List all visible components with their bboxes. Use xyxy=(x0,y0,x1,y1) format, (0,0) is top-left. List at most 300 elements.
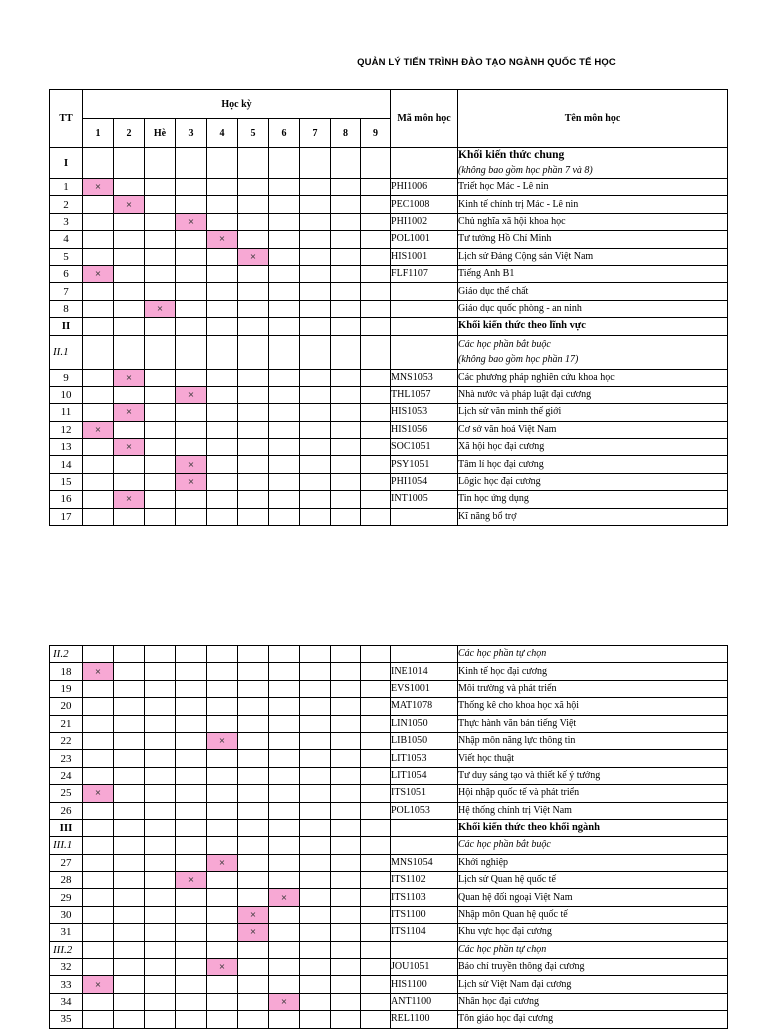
semester-mark: × xyxy=(269,889,300,906)
semester-mark: × xyxy=(207,959,238,976)
semester-cell xyxy=(207,404,238,421)
semester-cell xyxy=(238,872,269,889)
semester-cell xyxy=(145,976,176,993)
semester-cell xyxy=(207,456,238,473)
course-row xyxy=(50,976,728,993)
semester-cell xyxy=(238,213,269,230)
row-number: 21 xyxy=(50,715,83,732)
semester-cell xyxy=(207,369,238,386)
semester-cell xyxy=(300,819,331,836)
semester-cell xyxy=(176,369,207,386)
semester-cell xyxy=(269,456,300,473)
course-name: Cơ sở văn hoá Việt Nam xyxy=(458,421,728,438)
course-name xyxy=(458,335,728,369)
semester-mark: × xyxy=(176,872,207,889)
semester-cell xyxy=(300,976,331,993)
semester-cell xyxy=(361,300,391,317)
row-number: 22 xyxy=(50,732,83,749)
semester-cell xyxy=(238,1011,269,1028)
semester-cell xyxy=(114,993,145,1010)
semester-cell xyxy=(176,941,207,958)
semester-cell xyxy=(114,456,145,473)
semester-cell xyxy=(114,854,145,871)
course-name: Viết học thuật xyxy=(458,750,728,767)
course-name: Khối kiến thức theo khối ngành xyxy=(458,819,728,836)
header-tt: TT xyxy=(50,90,83,148)
semester-cell xyxy=(331,750,361,767)
section-row xyxy=(50,837,728,854)
semester-cell xyxy=(145,148,176,179)
semester-cell xyxy=(207,785,238,802)
semester-cell xyxy=(331,715,361,732)
semester-cell xyxy=(238,854,269,871)
semester-cell xyxy=(238,421,269,438)
row-number: 6 xyxy=(50,265,83,282)
semester-cell xyxy=(145,231,176,248)
semester-cell xyxy=(114,265,145,282)
course-code: LIT1054 xyxy=(391,767,458,784)
semester-cell xyxy=(269,386,300,403)
semester-cell xyxy=(300,732,331,749)
semester-cell xyxy=(331,732,361,749)
row-number: I xyxy=(50,148,83,179)
semester-cell xyxy=(238,231,269,248)
course-name: Môi trường và phát triển xyxy=(458,680,728,697)
semester-mark: × xyxy=(176,473,207,490)
semester-cell xyxy=(238,819,269,836)
semester-cell xyxy=(269,698,300,715)
semester-cell xyxy=(300,941,331,958)
semester-cell xyxy=(114,750,145,767)
course-row xyxy=(50,439,728,456)
course-row xyxy=(50,300,728,317)
course-row xyxy=(50,265,728,282)
section-row xyxy=(50,148,728,179)
semester-mark: × xyxy=(176,456,207,473)
semester-cell xyxy=(361,732,391,749)
semester-cell xyxy=(361,698,391,715)
row-number: 25 xyxy=(50,785,83,802)
semester-cell xyxy=(300,854,331,871)
semester-cell xyxy=(176,508,207,525)
header-semester: 4 xyxy=(207,119,238,148)
semester-cell xyxy=(207,213,238,230)
semester-cell xyxy=(83,283,114,300)
row-number: 10 xyxy=(50,386,83,403)
semester-cell xyxy=(176,335,207,369)
semester-cell xyxy=(238,715,269,732)
semester-cell xyxy=(331,248,361,265)
semester-cell xyxy=(269,837,300,854)
semester-cell xyxy=(207,318,238,335)
semester-cell xyxy=(238,889,269,906)
row-number: 28 xyxy=(50,872,83,889)
semester-mark: × xyxy=(83,785,114,802)
semester-cell xyxy=(114,924,145,941)
semester-cell xyxy=(207,924,238,941)
course-name: Khởi nghiệp xyxy=(458,854,728,871)
semester-cell xyxy=(238,837,269,854)
semester-cell xyxy=(238,196,269,213)
semester-cell xyxy=(114,819,145,836)
semester-cell xyxy=(176,196,207,213)
semester-cell xyxy=(269,680,300,697)
semester-cell xyxy=(145,213,176,230)
semester-cell xyxy=(145,906,176,923)
semester-cell xyxy=(114,889,145,906)
semester-cell xyxy=(269,663,300,680)
course-row xyxy=(50,213,728,230)
semester-cell xyxy=(176,421,207,438)
semester-cell xyxy=(114,421,145,438)
semester-cell xyxy=(145,993,176,1010)
semester-cell xyxy=(176,732,207,749)
semester-mark: × xyxy=(83,179,114,196)
semester-cell xyxy=(207,646,238,663)
course-code: MNS1053 xyxy=(391,369,458,386)
course-row xyxy=(50,386,728,403)
semester-cell xyxy=(269,491,300,508)
semester-cell xyxy=(238,732,269,749)
row-number: 27 xyxy=(50,854,83,871)
semester-cell xyxy=(300,473,331,490)
semester-cell xyxy=(361,179,391,196)
row-number: 4 xyxy=(50,231,83,248)
course-row xyxy=(50,369,728,386)
semester-cell xyxy=(145,265,176,282)
semester-cell xyxy=(269,906,300,923)
semester-cell xyxy=(145,439,176,456)
semester-cell xyxy=(83,196,114,213)
course-code xyxy=(391,335,458,369)
semester-mark: × xyxy=(83,976,114,993)
semester-cell xyxy=(238,318,269,335)
semester-cell xyxy=(361,508,391,525)
semester-cell xyxy=(207,265,238,282)
semester-cell xyxy=(238,300,269,317)
semester-cell xyxy=(361,1011,391,1028)
row-number: 34 xyxy=(50,993,83,1010)
course-row xyxy=(50,248,728,265)
row-number: 24 xyxy=(50,767,83,784)
semester-cell xyxy=(269,715,300,732)
course-row xyxy=(50,767,728,784)
semester-cell xyxy=(300,148,331,179)
semester-cell xyxy=(361,369,391,386)
semester-cell xyxy=(83,802,114,819)
course-name: Tư tưởng Hồ Chí Minh xyxy=(458,231,728,248)
semester-mark: × xyxy=(238,924,269,941)
course-code: ITS1103 xyxy=(391,889,458,906)
semester-cell xyxy=(269,473,300,490)
course-name: Tâm lí học đại cương xyxy=(458,456,728,473)
semester-cell xyxy=(83,213,114,230)
semester-cell xyxy=(331,924,361,941)
document-title: QUẢN LÝ TIẾN TRÌNH ĐÀO TẠO NGÀNH QUỐC TẾ HỌC xyxy=(357,57,616,68)
course-row xyxy=(50,680,728,697)
semester-cell xyxy=(83,819,114,836)
semester-cell xyxy=(83,993,114,1010)
semester-cell xyxy=(300,386,331,403)
row-number: 23 xyxy=(50,750,83,767)
semester-cell xyxy=(300,837,331,854)
semester-cell xyxy=(331,335,361,369)
course-row xyxy=(50,179,728,196)
semester-cell xyxy=(83,646,114,663)
semester-cell xyxy=(300,404,331,421)
semester-cell xyxy=(269,421,300,438)
course-code: FLF1107 xyxy=(391,265,458,282)
course-code: PSY1051 xyxy=(391,456,458,473)
semester-mark: × xyxy=(114,491,145,508)
semester-cell xyxy=(269,265,300,282)
semester-cell xyxy=(83,1011,114,1028)
semester-cell xyxy=(331,906,361,923)
semester-cell xyxy=(269,318,300,335)
semester-cell xyxy=(269,248,300,265)
semester-cell xyxy=(300,802,331,819)
semester-cell xyxy=(300,785,331,802)
course-name: Tôn giáo học đại cương xyxy=(458,1011,728,1028)
course-name: Nhà nước và pháp luật đại cương xyxy=(458,386,728,403)
semester-cell xyxy=(176,959,207,976)
semester-cell xyxy=(83,872,114,889)
course-row xyxy=(50,959,728,976)
semester-cell xyxy=(207,508,238,525)
semester-cell xyxy=(269,231,300,248)
semester-cell xyxy=(361,248,391,265)
semester-cell xyxy=(207,283,238,300)
semester-cell xyxy=(238,698,269,715)
semester-cell xyxy=(269,1011,300,1028)
semester-cell xyxy=(83,318,114,335)
row-number: 12 xyxy=(50,421,83,438)
course-code: ANT1100 xyxy=(391,993,458,1010)
semester-cell xyxy=(238,663,269,680)
semester-mark: × xyxy=(176,213,207,230)
semester-cell xyxy=(114,248,145,265)
semester-cell xyxy=(207,715,238,732)
semester-cell xyxy=(331,369,361,386)
course-code: PHI1006 xyxy=(391,179,458,196)
semester-cell xyxy=(361,750,391,767)
semester-cell xyxy=(176,924,207,941)
row-number: 9 xyxy=(50,369,83,386)
semester-cell xyxy=(207,491,238,508)
semester-cell xyxy=(300,663,331,680)
course-code: EVS1001 xyxy=(391,680,458,697)
semester-cell xyxy=(331,993,361,1010)
table-body-part-1 xyxy=(50,148,728,526)
semester-cell xyxy=(176,976,207,993)
semester-cell xyxy=(361,785,391,802)
semester-cell xyxy=(83,889,114,906)
semester-cell xyxy=(238,473,269,490)
semester-cell xyxy=(269,854,300,871)
semester-cell xyxy=(300,906,331,923)
semester-cell xyxy=(114,508,145,525)
semester-cell xyxy=(300,318,331,335)
course-name: Tin học ứng dụng xyxy=(458,491,728,508)
semester-cell xyxy=(207,819,238,836)
semester-cell xyxy=(145,837,176,854)
semester-cell xyxy=(145,404,176,421)
semester-cell xyxy=(176,906,207,923)
course-name: Nhập môn năng lực thông tin xyxy=(458,732,728,749)
course-name: Thống kê cho khoa học xã hội xyxy=(458,698,728,715)
semester-cell xyxy=(207,680,238,697)
course-row xyxy=(50,750,728,767)
course-code: POL1001 xyxy=(391,231,458,248)
semester-cell xyxy=(269,213,300,230)
course-row xyxy=(50,785,728,802)
semester-cell xyxy=(83,750,114,767)
row-number: 26 xyxy=(50,802,83,819)
course-code: HIS1001 xyxy=(391,248,458,265)
course-row xyxy=(50,231,728,248)
semester-cell xyxy=(114,300,145,317)
course-name: Triết học Mác - Lê nin xyxy=(458,179,728,196)
course-code: PHI1054 xyxy=(391,473,458,490)
semester-cell xyxy=(145,889,176,906)
semester-cell xyxy=(300,924,331,941)
course-row xyxy=(50,854,728,871)
semester-cell xyxy=(331,767,361,784)
course-code: LIT1053 xyxy=(391,750,458,767)
course-code: ITS1051 xyxy=(391,785,458,802)
semester-cell xyxy=(207,386,238,403)
semester-cell xyxy=(83,924,114,941)
semester-cell xyxy=(361,993,391,1010)
semester-cell xyxy=(300,335,331,369)
course-row xyxy=(50,196,728,213)
course-code: INE1014 xyxy=(391,663,458,680)
semester-cell xyxy=(145,196,176,213)
semester-cell xyxy=(83,959,114,976)
semester-cell xyxy=(361,802,391,819)
course-name: Nhân học đại cương xyxy=(458,993,728,1010)
course-code: INT1005 xyxy=(391,491,458,508)
semester-cell xyxy=(145,819,176,836)
semester-cell xyxy=(238,646,269,663)
semester-cell xyxy=(83,300,114,317)
semester-cell xyxy=(83,248,114,265)
course-row xyxy=(50,993,728,1010)
semester-cell xyxy=(331,837,361,854)
row-number: 30 xyxy=(50,906,83,923)
semester-cell xyxy=(145,283,176,300)
row-number: 3 xyxy=(50,213,83,230)
semester-cell xyxy=(238,404,269,421)
semester-cell xyxy=(145,767,176,784)
row-number: 15 xyxy=(50,473,83,490)
course-name: Kinh tế chính trị Mác - Lê nin xyxy=(458,196,728,213)
course-row xyxy=(50,802,728,819)
semester-cell xyxy=(331,508,361,525)
semester-cell xyxy=(207,889,238,906)
semester-cell xyxy=(83,767,114,784)
semester-cell xyxy=(361,265,391,282)
semester-cell xyxy=(331,386,361,403)
course-code: LIB1050 xyxy=(391,732,458,749)
semester-cell xyxy=(176,819,207,836)
semester-cell xyxy=(145,680,176,697)
semester-cell xyxy=(114,473,145,490)
semester-cell xyxy=(114,663,145,680)
semester-cell xyxy=(269,976,300,993)
semester-cell xyxy=(300,491,331,508)
semester-cell xyxy=(145,318,176,335)
semester-cell xyxy=(331,421,361,438)
semester-cell xyxy=(331,819,361,836)
semester-cell xyxy=(331,404,361,421)
course-row xyxy=(50,1011,728,1028)
semester-cell xyxy=(145,508,176,525)
semester-cell xyxy=(331,473,361,490)
semester-cell xyxy=(238,456,269,473)
semester-cell xyxy=(300,265,331,282)
semester-cell xyxy=(114,148,145,179)
semester-cell xyxy=(331,439,361,456)
semester-cell xyxy=(114,837,145,854)
semester-cell xyxy=(145,715,176,732)
course-code xyxy=(391,300,458,317)
semester-cell xyxy=(331,959,361,976)
semester-cell xyxy=(207,872,238,889)
row-number: 2 xyxy=(50,196,83,213)
semester-cell xyxy=(361,767,391,784)
semester-cell xyxy=(300,680,331,697)
course-code: POL1053 xyxy=(391,802,458,819)
course-code: ITS1102 xyxy=(391,872,458,889)
course-name: Giáo dục thể chất xyxy=(458,283,728,300)
course-code: ITS1100 xyxy=(391,906,458,923)
section-heading: Các học phần bắt buộc xyxy=(458,339,551,351)
semester-cell xyxy=(361,231,391,248)
semester-cell xyxy=(238,179,269,196)
semester-cell xyxy=(331,283,361,300)
semester-cell xyxy=(361,941,391,958)
course-row xyxy=(50,283,728,300)
semester-cell xyxy=(176,179,207,196)
semester-cell xyxy=(145,456,176,473)
semester-mark: × xyxy=(114,369,145,386)
semester-cell xyxy=(145,421,176,438)
course-row xyxy=(50,698,728,715)
semester-cell xyxy=(145,473,176,490)
semester-cell xyxy=(83,837,114,854)
semester-cell xyxy=(331,646,361,663)
semester-cell xyxy=(361,663,391,680)
course-row xyxy=(50,421,728,438)
semester-cell xyxy=(269,335,300,369)
header-semester: 3 xyxy=(176,119,207,148)
semester-cell xyxy=(331,663,361,680)
semester-cell xyxy=(361,213,391,230)
semester-cell xyxy=(207,837,238,854)
semester-cell xyxy=(145,369,176,386)
course-code xyxy=(391,318,458,335)
course-code: PHI1002 xyxy=(391,213,458,230)
course-code: THL1057 xyxy=(391,386,458,403)
course-name: Tư duy sáng tạo và thiết kế ý tưởng xyxy=(458,767,728,784)
semester-cell xyxy=(176,785,207,802)
semester-cell xyxy=(331,213,361,230)
semester-cell xyxy=(361,335,391,369)
semester-cell xyxy=(207,993,238,1010)
semester-mark: × xyxy=(207,732,238,749)
semester-cell xyxy=(238,767,269,784)
